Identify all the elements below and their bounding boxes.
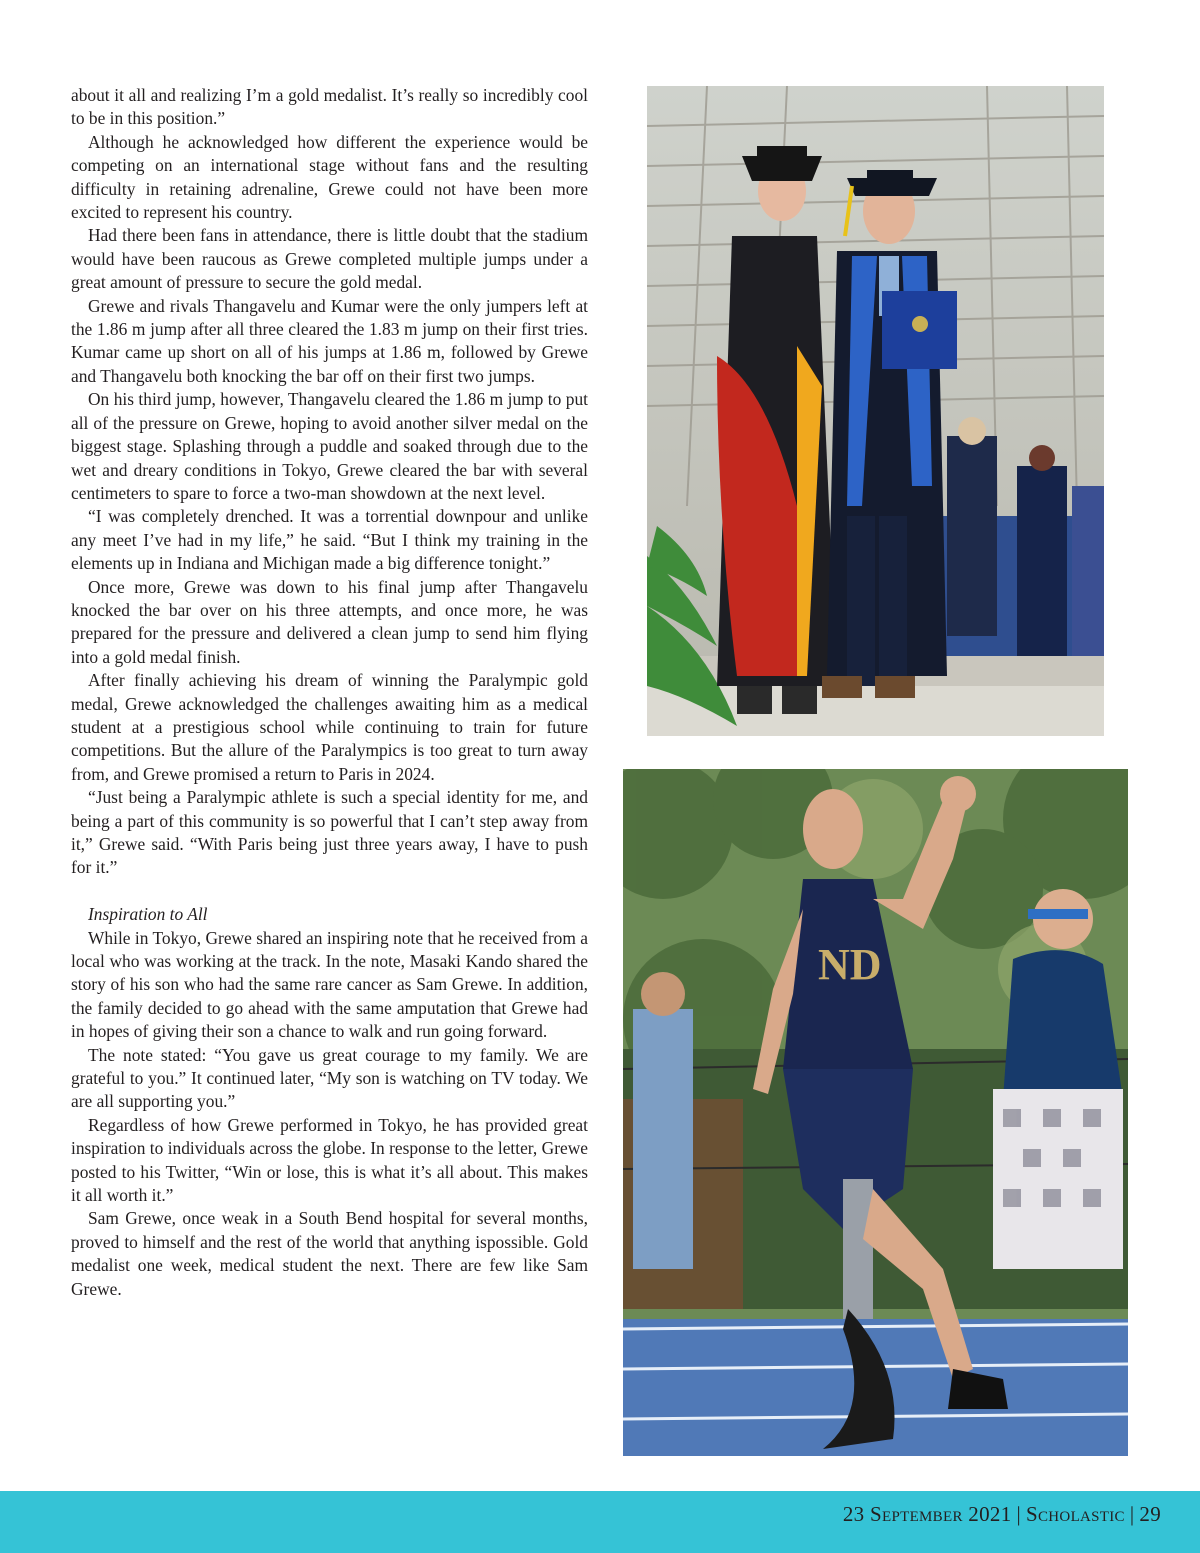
paragraph: Grewe and rivals Thangavelu and Kumar were the only jumpers left at the 1.86 m jump after all three cleared the 1.83 m jump on their first tries. Kumar came up short on all of his jumps at 1.86 m, followed by Grewe and Thangavelu both knocking the bar off on their first two jumps. [71,295,588,386]
track-photo [623,769,1128,1456]
graduation-photo [647,86,1104,736]
track-photo-icon [623,769,1128,1456]
paragraph: The note stated: “You gave us great courage to my family. We are grateful to you.” It continued later, “My son is watching on TV today. We are all supporting you.” [71,1044,588,1112]
footer-text [843,1502,1161,1527]
paragraph: Regardless of how Grewe performed in Tokyo, he has provided great inspiration to individuals across the globe. In response to the letter, Grewe posted to his Twitter, “Win or lose, this is what it’s all about. This makes it all worth it.” [71,1114,588,1206]
paragraph: While in Tokyo, Grewe shared an inspiring note that he received from a local who was working at the track. In the note, Masaki Kando shared the story of his son who had the same rare cancer as Sam Grewe. In addition, the family decided to go ahead with the same amputation that Grewe had in hopes of giving their son a chance to walk and run going forward. [71,927,588,1042]
paragraph: After finally achieving his dream of winning the Paralympic gold medal, Grewe acknowledged the challenges awaiting him as a medical student at a prestigious school while continuing to train for future competitions. But the allure of the Paralympics is too great to turn away from, and Grewe promised a return to Paris in 2024. [71,670,588,784]
section-subheading: Inspiration to All [88,904,208,925]
footer-date: 23 September 2021 [842,1502,1012,1526]
paragraph: On his third jump, however, Thangavelu cleared the 1.86 m jump to put all of the pressure on Grewe, hoping to avoid another silver medal on the biggest stage. Splashing through a puddle and soaked through due to the wet and dreary conditions in Tokyo, Grewe cleared the bar with several centimeters to spare to force a two-man showdown at the next level. [71,389,588,503]
graduation-photo-icon [647,86,1104,736]
paragraph: Had there been fans in attendance, there is little doubt that the stadium would have been raucous as Grewe completed multiple jumps under a great amount of pressure to secure the gold medal. [71,225,588,293]
footer-publication: Scholastic [1026,1502,1125,1526]
page-number: 29 [1139,1502,1161,1526]
paragraph: about it all and realizing I’m a gold medalist. It’s really so incredibly cool to be in this position.” [71,85,588,129]
paragraph: “Just being a Paralympic athlete is such a special identity for me, and being a part of this community is so powerful that I can’t step away from it,” Grewe said. “With Paris being just three years away, I have to push for it.” [71,787,588,878]
article-column [71,84,588,1301]
paragraph: Although he acknowledged how different the experience would be competing on an international stage without fans and the resulting difficulty in retaining adrenaline, Grewe could not have been more excited to represent his country. [71,131,588,223]
paragraph: “I was completely drenched. It was a torrential downpour and unlike any meet I’ve had in my life,” he said. “But I think my training in the elements up in Indiana and Michigan made a big difference tonight.” [71,506,588,574]
svg-text:ND: ND [818,940,882,989]
footer-separator: | [1129,1502,1135,1526]
footer-separator: | [1016,1502,1022,1526]
paragraph: Once more, Grewe was down to his final jump after Thangavelu knocked the bar over on his three attempts, and once more, he was prepared for the pressure and delivered a clean jump to send him flying into a gold medal finish. [71,576,588,667]
paragraph: Sam Grewe, once weak in a South Bend hospital for several months, proved to himself and the rest of the world that anything ispossible. Gold medalist one week, medical student the next. There are few like Sam Grewe. [71,1208,588,1299]
